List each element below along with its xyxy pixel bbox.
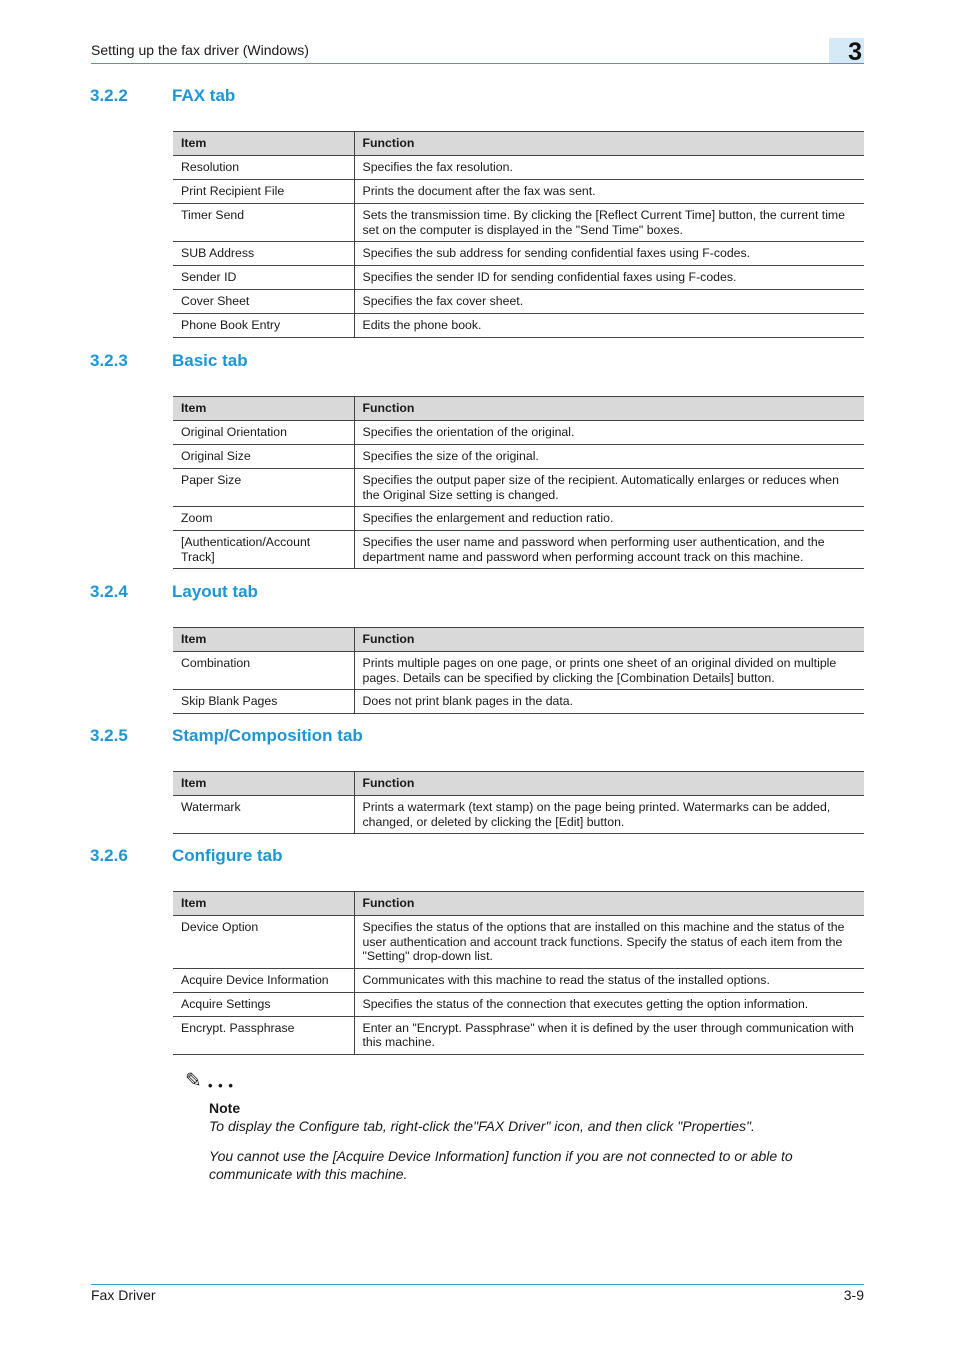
table-row xyxy=(173,796,864,834)
table-cell-function: Specifies the fax cover sheet. xyxy=(354,290,864,314)
header-rule xyxy=(91,63,864,64)
table-row xyxy=(173,1016,864,1054)
configure-tab-table xyxy=(173,891,864,1055)
table-cell-item: Acquire Device Information xyxy=(173,968,354,992)
table-row xyxy=(173,531,864,569)
table-cell-item: Timer Send xyxy=(173,204,354,242)
table-cell-item: Sender ID xyxy=(173,266,354,290)
section-title: FAX tab xyxy=(172,86,236,105)
column-header-item: Item xyxy=(173,772,354,796)
table-row xyxy=(173,204,864,242)
table-cell-item: Resolution xyxy=(173,156,354,180)
section-title: Layout tab xyxy=(172,582,258,601)
table-cell-item: Zoom xyxy=(173,507,354,531)
column-header-function: Function xyxy=(354,772,864,796)
table-cell-item: SUB Address xyxy=(173,242,354,266)
chapter-badge xyxy=(829,38,864,64)
table-cell-function: Prints multiple pages on one page, or prints one sheet of an original divided on multiple pages. Details can be specified by clicking the [Combination Details] button. xyxy=(354,652,864,690)
section-heading-configure-tab xyxy=(90,846,283,866)
table-cell-item: Print Recipient File xyxy=(173,180,354,204)
section-heading-stamp-composition-tab xyxy=(90,726,363,746)
table-row xyxy=(173,290,864,314)
table-row xyxy=(173,916,864,969)
section-number: 3.2.2 xyxy=(90,86,128,105)
table-cell-item: Original Orientation xyxy=(173,421,354,445)
table-cell-function: Specifies the user name and password when performing user authentication, and the department name and password when performing account track on this machine. xyxy=(354,531,864,569)
table-cell-item: Paper Size xyxy=(173,469,354,507)
column-header-item: Item xyxy=(173,132,354,156)
pencil-note-icon: ✎ xyxy=(185,1070,202,1092)
table-cell-function: Edits the phone book. xyxy=(354,314,864,338)
table-cell-item: Combination xyxy=(173,652,354,690)
table-cell-function: Communicates with this machine to read the status of the installed options. xyxy=(354,968,864,992)
table-row xyxy=(173,266,864,290)
table-row xyxy=(173,652,864,690)
table-row xyxy=(173,156,864,180)
table-cell-function: Sets the transmission time. By clicking the [Reflect Current Time] button, the current time set on the computer is displayed in the "Send Time" boxes. xyxy=(354,204,864,242)
note-label: Note xyxy=(209,1100,241,1116)
table-cell-function: Specifies the status of the options that are installed on this machine and the status of the user authentication and account track functions. Specify the status of each item from the "Setting" drop-down list. xyxy=(354,916,864,969)
section-number: 3.2.6 xyxy=(90,846,128,865)
footer-title: Fax Driver xyxy=(91,1287,156,1303)
basic-tab-table xyxy=(173,396,864,569)
table-cell-function: Prints the document after the fax was sent. xyxy=(354,180,864,204)
table-row xyxy=(173,992,864,1016)
table-row xyxy=(173,507,864,531)
table-row xyxy=(173,445,864,469)
section-number: 3.2.5 xyxy=(90,726,128,745)
section-title: Configure tab xyxy=(172,846,283,865)
table-cell-function: Specifies the sender ID for sending confidential faxes using F-codes. xyxy=(354,266,864,290)
table-row xyxy=(173,180,864,204)
table-cell-function: Specifies the sub address for sending confidential faxes using F-codes. xyxy=(354,242,864,266)
table-cell-item: Original Size xyxy=(173,445,354,469)
page-number: 3-9 xyxy=(843,1287,864,1303)
table-row xyxy=(173,314,864,338)
fax-tab-table xyxy=(173,131,864,338)
note-paragraph: To display the Configure tab, right-click the"FAX Driver" icon, and then click "Properties". xyxy=(209,1118,755,1134)
table-cell-item: Encrypt. Passphrase xyxy=(173,1016,354,1054)
note-paragraph: You cannot use the [Acquire Device Information] function if you are not connected to or able to communicate with this machine. xyxy=(209,1148,793,1182)
table-row xyxy=(173,242,864,266)
table-cell-function: Specifies the status of the connection that executes getting the option information. xyxy=(354,992,864,1016)
table-cell-function: Specifies the output paper size of the recipient. Automatically enlarges or reduces when the Original Size setting is changed. xyxy=(354,469,864,507)
column-header-item: Item xyxy=(173,628,354,652)
table-cell-function: Enter an "Encrypt. Passphrase" when it is defined by the user through communication with this machine. xyxy=(354,1016,864,1054)
section-heading-basic-tab xyxy=(90,351,248,371)
column-header-item: Item xyxy=(173,892,354,916)
section-title: Stamp/Composition tab xyxy=(172,726,363,745)
table-cell-item: Cover Sheet xyxy=(173,290,354,314)
section-number: 3.2.4 xyxy=(90,582,128,601)
section-heading-layout-tab xyxy=(90,582,258,602)
section-title: Basic tab xyxy=(172,351,248,370)
column-header-function: Function xyxy=(354,397,864,421)
column-header-function: Function xyxy=(354,132,864,156)
table-cell-function: Specifies the fax resolution. xyxy=(354,156,864,180)
column-header-item: Item xyxy=(173,397,354,421)
stamp-composition-tab-table xyxy=(173,771,864,834)
column-header-function: Function xyxy=(354,892,864,916)
table-row xyxy=(173,690,864,714)
note-dots-icon: • • • xyxy=(208,1078,234,1093)
layout-tab-table xyxy=(173,627,864,714)
section-number: 3.2.3 xyxy=(90,351,128,370)
table-row xyxy=(173,421,864,445)
table-cell-function: Specifies the enlargement and reduction ratio. xyxy=(354,507,864,531)
table-cell-function: Specifies the orientation of the original. xyxy=(354,421,864,445)
table-row xyxy=(173,968,864,992)
footer-rule xyxy=(91,1284,864,1285)
table-cell-item: Acquire Settings xyxy=(173,992,354,1016)
header-title: Setting up the fax driver (Windows) xyxy=(91,42,309,58)
table-cell-item: Phone Book Entry xyxy=(173,314,354,338)
table-cell-function: Does not print blank pages in the data. xyxy=(354,690,864,714)
table-cell-item: Watermark xyxy=(173,796,354,834)
table-cell-function: Specifies the size of the original. xyxy=(354,445,864,469)
table-cell-item: Skip Blank Pages xyxy=(173,690,354,714)
table-cell-item: Device Option xyxy=(173,916,354,969)
chapter-number: 3 xyxy=(848,38,862,66)
table-row xyxy=(173,469,864,507)
table-cell-function: Prints a watermark (text stamp) on the page being printed. Watermarks can be added, changed, or deleted by clicking the [Edit] button. xyxy=(354,796,864,834)
table-cell-item: [Authentication/Account Track] xyxy=(173,531,354,569)
column-header-function: Function xyxy=(354,628,864,652)
section-heading-fax-tab xyxy=(90,86,235,106)
